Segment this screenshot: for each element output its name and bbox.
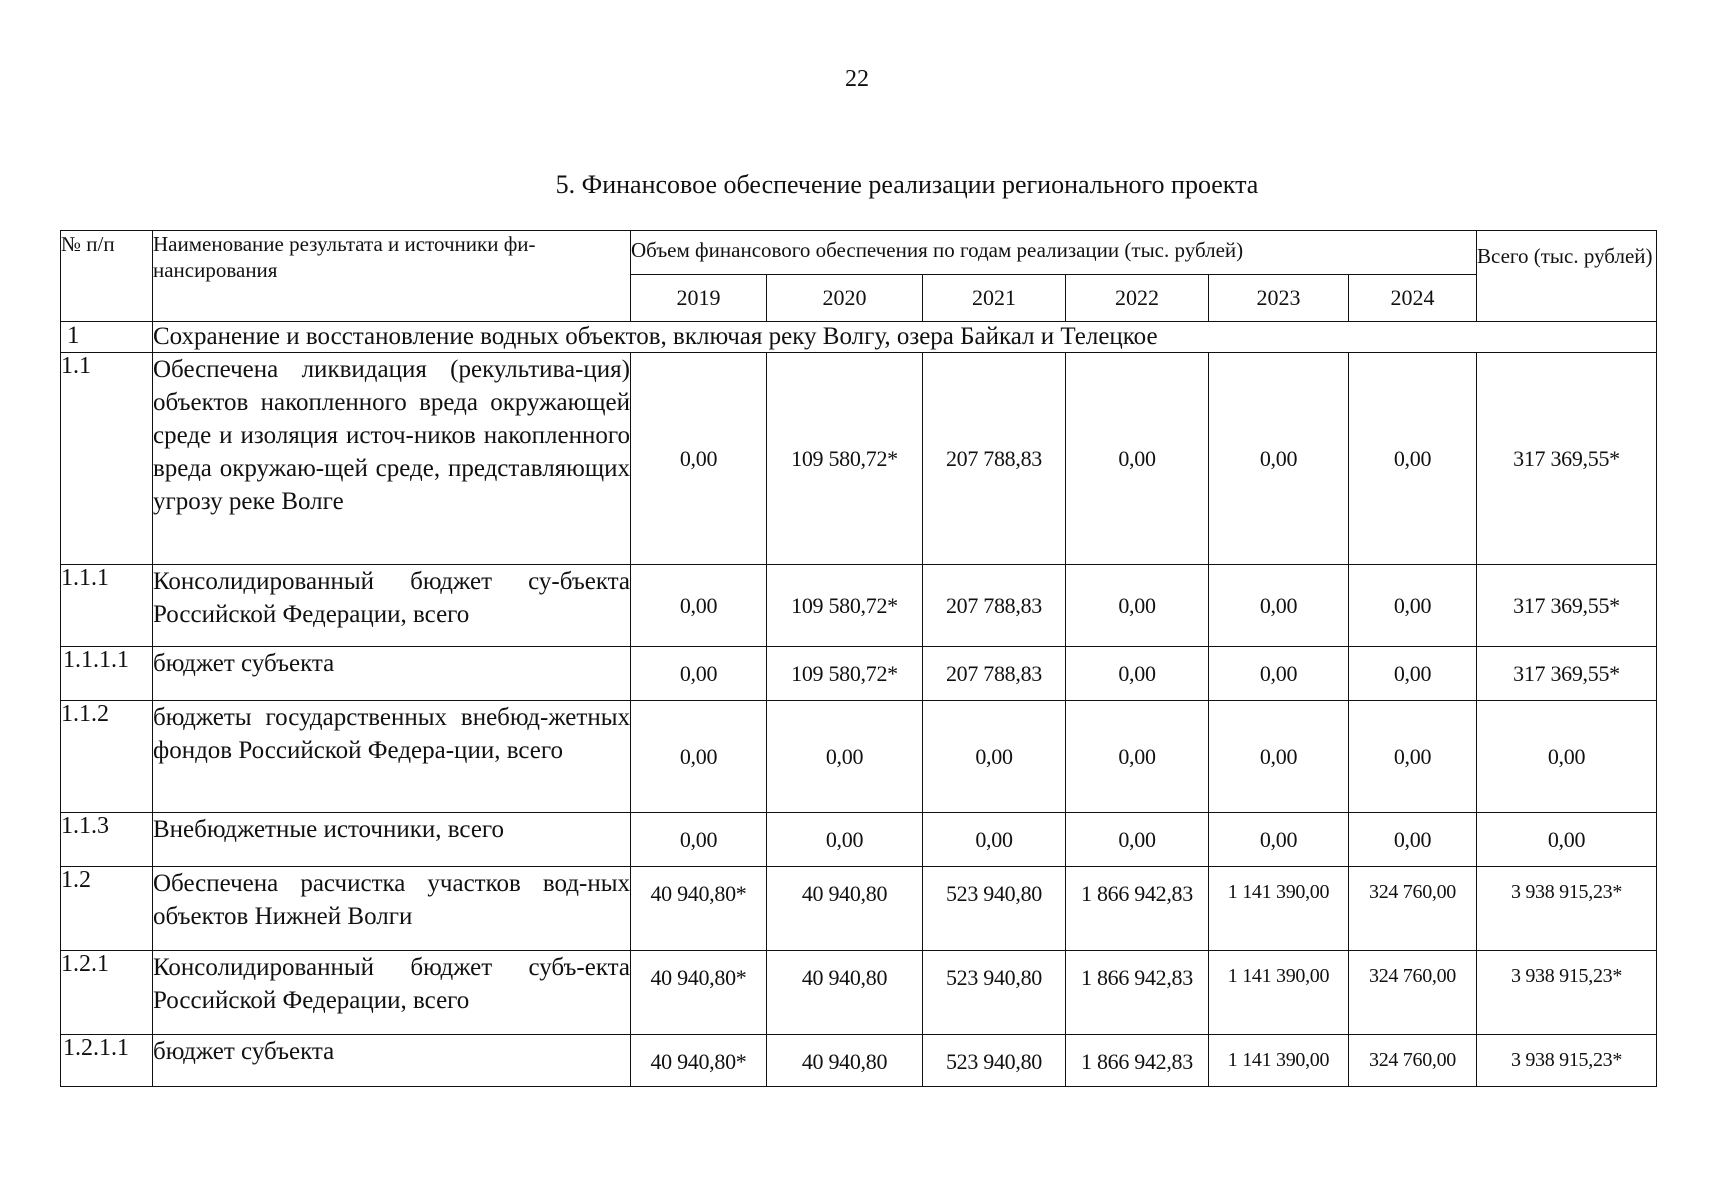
row-value: 0,00: [1066, 647, 1209, 701]
row-value: 0,00: [923, 701, 1066, 813]
table-row: [61, 353, 1657, 565]
row-value: 0,00: [1209, 813, 1349, 867]
row-value: 0,00: [1209, 353, 1349, 565]
row-value: 0,00: [1066, 813, 1209, 867]
row-name: Обеспечена расчистка участков вод-ных объектов Нижней Волги: [153, 867, 631, 951]
row-value: 0,00: [631, 353, 767, 565]
row-value: 0,00: [923, 813, 1066, 867]
row-num: 1.1.1: [61, 565, 153, 647]
row-num: 1.1: [61, 353, 153, 565]
row-value: 1 141 390,00: [1209, 951, 1349, 1035]
row-total: 0,00: [1477, 701, 1657, 813]
row-total: 317 369,55*: [1477, 565, 1657, 647]
row-value: 0,00: [631, 813, 767, 867]
table-row: [61, 813, 1657, 867]
row-value: 1 866 942,83: [1066, 1035, 1209, 1087]
table-row: [61, 565, 1657, 647]
section-row: [61, 322, 1657, 353]
header-volume: Объем финансового обеспечения по годам реализации (тыс. рублей): [631, 231, 1477, 275]
header-name: Наименование результата и источники фи-нансирования: [153, 231, 631, 322]
row-value: 1 141 390,00: [1209, 867, 1349, 951]
row-value: 523 940,80: [923, 1035, 1066, 1087]
row-name: Консолидированный бюджет субъ-екта Российской Федерации, всего: [153, 951, 631, 1035]
row-name: Консолидированный бюджет су-бъекта Российской Федерации, всего: [153, 565, 631, 647]
table-row: [61, 1035, 1657, 1087]
row-value: 0,00: [767, 701, 923, 813]
row-total: 317 369,55*: [1477, 353, 1657, 565]
row-value: 109 580,72*: [767, 647, 923, 701]
row-value: 0,00: [1066, 565, 1209, 647]
row-value: 40 940,80: [767, 1035, 923, 1087]
header-year-2024: 2024: [1349, 275, 1477, 322]
section-num: 1: [61, 322, 153, 353]
row-value: 324 760,00: [1349, 951, 1477, 1035]
row-value: 207 788,83: [923, 647, 1066, 701]
row-value: 0,00: [1349, 353, 1477, 565]
header-total: Всего (тыс. рублей): [1477, 231, 1657, 322]
row-value: 0,00: [1066, 701, 1209, 813]
table-row: [61, 701, 1657, 813]
header-year-2021: 2021: [923, 275, 1066, 322]
row-value: 0,00: [631, 647, 767, 701]
row-total: 3 938 915,23*: [1477, 867, 1657, 951]
row-value: 40 940,80: [767, 867, 923, 951]
row-value: 1 866 942,83: [1066, 867, 1209, 951]
row-value: 207 788,83: [923, 565, 1066, 647]
row-value: 0,00: [1209, 565, 1349, 647]
row-value: 324 760,00: [1349, 867, 1477, 951]
row-value: 0,00: [1349, 701, 1477, 813]
row-value: 523 940,80: [923, 951, 1066, 1035]
header-year-2023: 2023: [1209, 275, 1349, 322]
section-name: Сохранение и восстановление водных объектов, включая реку Волгу, озера Байкал и Телецкое: [153, 322, 1657, 353]
row-total: 3 938 915,23*: [1477, 951, 1657, 1035]
header-num: № п/п: [61, 231, 153, 322]
row-value: 40 940,80*: [631, 867, 767, 951]
row-value: 0,00: [631, 565, 767, 647]
row-value: 109 580,72*: [767, 353, 923, 565]
row-value: 0,00: [1349, 813, 1477, 867]
row-name: бюджет субъекта: [153, 1035, 631, 1087]
section-title: 5. Финансовое обеспечение реализации регионального проекта: [555, 170, 1259, 199]
row-value: 40 940,80*: [631, 951, 767, 1035]
row-value: 109 580,72*: [767, 565, 923, 647]
row-value: 0,00: [1066, 353, 1209, 565]
row-value: 0,00: [1349, 647, 1477, 701]
row-total: 0,00: [1477, 813, 1657, 867]
page-number: 22: [845, 66, 869, 92]
row-name: бюджет субъекта: [153, 647, 631, 701]
table-row: [61, 951, 1657, 1035]
financing-table: [60, 230, 1657, 1087]
row-value: 0,00: [767, 813, 923, 867]
row-value: 0,00: [631, 701, 767, 813]
row-value: 1 141 390,00: [1209, 1035, 1349, 1087]
row-value: 0,00: [1349, 565, 1477, 647]
row-num: 1.1.1.1: [61, 647, 153, 701]
table-row: [61, 867, 1657, 951]
header-year-2022: 2022: [1066, 275, 1209, 322]
table-row: [61, 647, 1657, 701]
row-value: 40 940,80: [767, 951, 923, 1035]
row-value: 0,00: [1209, 701, 1349, 813]
row-num: 1.1.3: [61, 813, 153, 867]
row-name: Внебюджетные источники, всего: [153, 813, 631, 867]
row-value: 324 760,00: [1349, 1035, 1477, 1087]
row-total: 3 938 915,23*: [1477, 1035, 1657, 1087]
header-row: [61, 231, 1657, 275]
header-year-2020: 2020: [767, 275, 923, 322]
row-value: 40 940,80*: [631, 1035, 767, 1087]
row-value: 207 788,83: [923, 353, 1066, 565]
row-num: 1.1.2: [61, 701, 153, 813]
row-num: 1.2: [61, 867, 153, 951]
row-num: 1.2.1.1: [61, 1035, 153, 1087]
row-value: 1 866 942,83: [1066, 951, 1209, 1035]
header-year-2019: 2019: [631, 275, 767, 322]
row-value: 523 940,80: [923, 867, 1066, 951]
row-total: 317 369,55*: [1477, 647, 1657, 701]
row-num: 1.2.1: [61, 951, 153, 1035]
row-name: Обеспечена ликвидация (рекультива-ция) объектов накопленного вреда окружающей среде и изоляция источ-ников накопленного вреда окружаю-щей среде, представляющих угрозу реке Волге: [153, 353, 631, 565]
row-value: 0,00: [1209, 647, 1349, 701]
row-name: бюджеты государственных внебюд-жетных фондов Российской Федера-ции, всего: [153, 701, 631, 813]
